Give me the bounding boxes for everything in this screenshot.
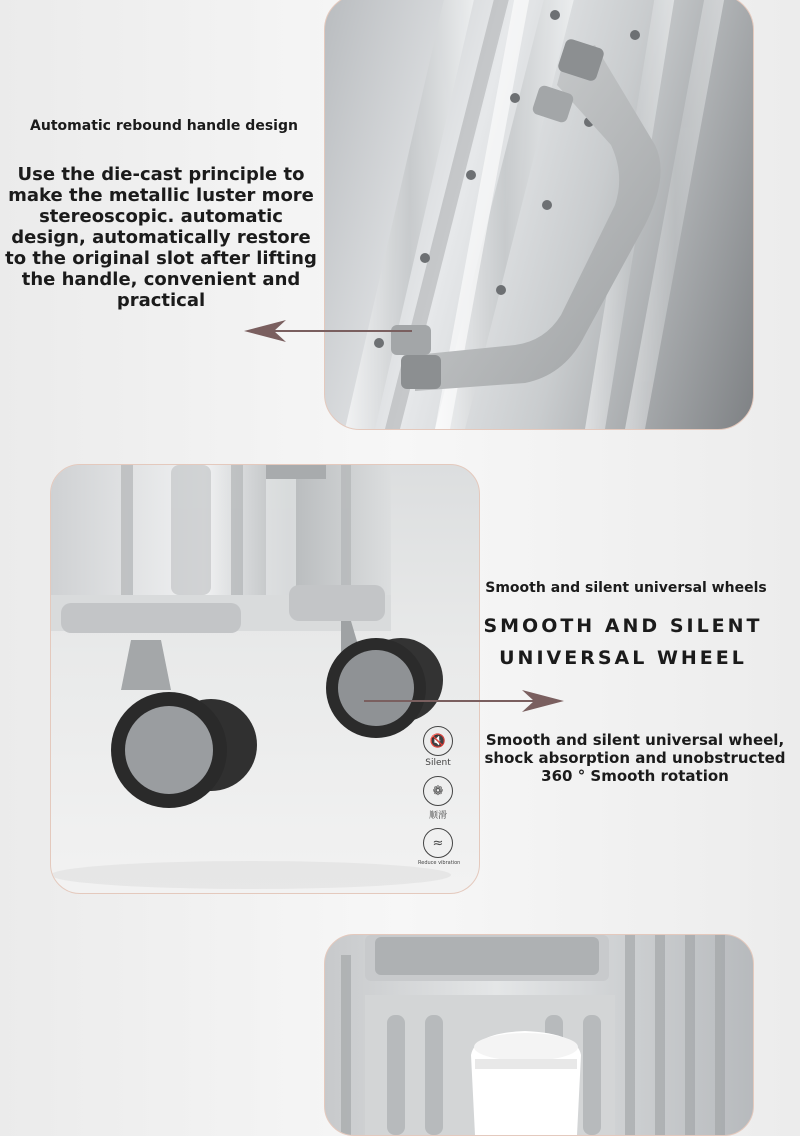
- handle-description: Use the die-cast principle to make the metallic luster more stereoscopic. automatic design, automatically restore to the original slot after lifting the handle, convenient and practical: [5, 164, 317, 311]
- handle-photo: [324, 0, 754, 430]
- cup-holder-photo: [324, 934, 754, 1136]
- feature-silent: [418, 726, 458, 768]
- feature-smooth: [418, 776, 458, 821]
- wheel-title-line2: UNIVERSAL WHEEL: [499, 647, 747, 669]
- wheel-title-line1: SMOOTH AND SILENT: [483, 615, 763, 637]
- feature-reduce-vibration-label: Reduce vibration: [418, 860, 461, 866]
- wheels-photo: [50, 464, 480, 894]
- wheel-icon: ❁: [423, 776, 453, 806]
- wheel-subtitle: Smooth and silent universal wheels: [485, 580, 767, 596]
- feature-reduce-vibration: [418, 828, 461, 866]
- feature-silent-label: Silent: [425, 758, 451, 768]
- handle-subtitle: Automatic rebound handle design: [30, 118, 298, 134]
- wheel-description: Smooth and silent universal wheel, shock absorption and unobstructed 360 ° Smooth rotation: [484, 731, 786, 785]
- vibration-icon: ≈: [423, 828, 453, 858]
- wheel-title: [478, 610, 768, 674]
- speaker-mute-icon: 🔇: [423, 726, 453, 756]
- wheel-pointer-arrow: [360, 686, 570, 716]
- feature-smooth-label: 顺滑: [428, 811, 447, 821]
- handle-pointer-arrow: [240, 316, 420, 346]
